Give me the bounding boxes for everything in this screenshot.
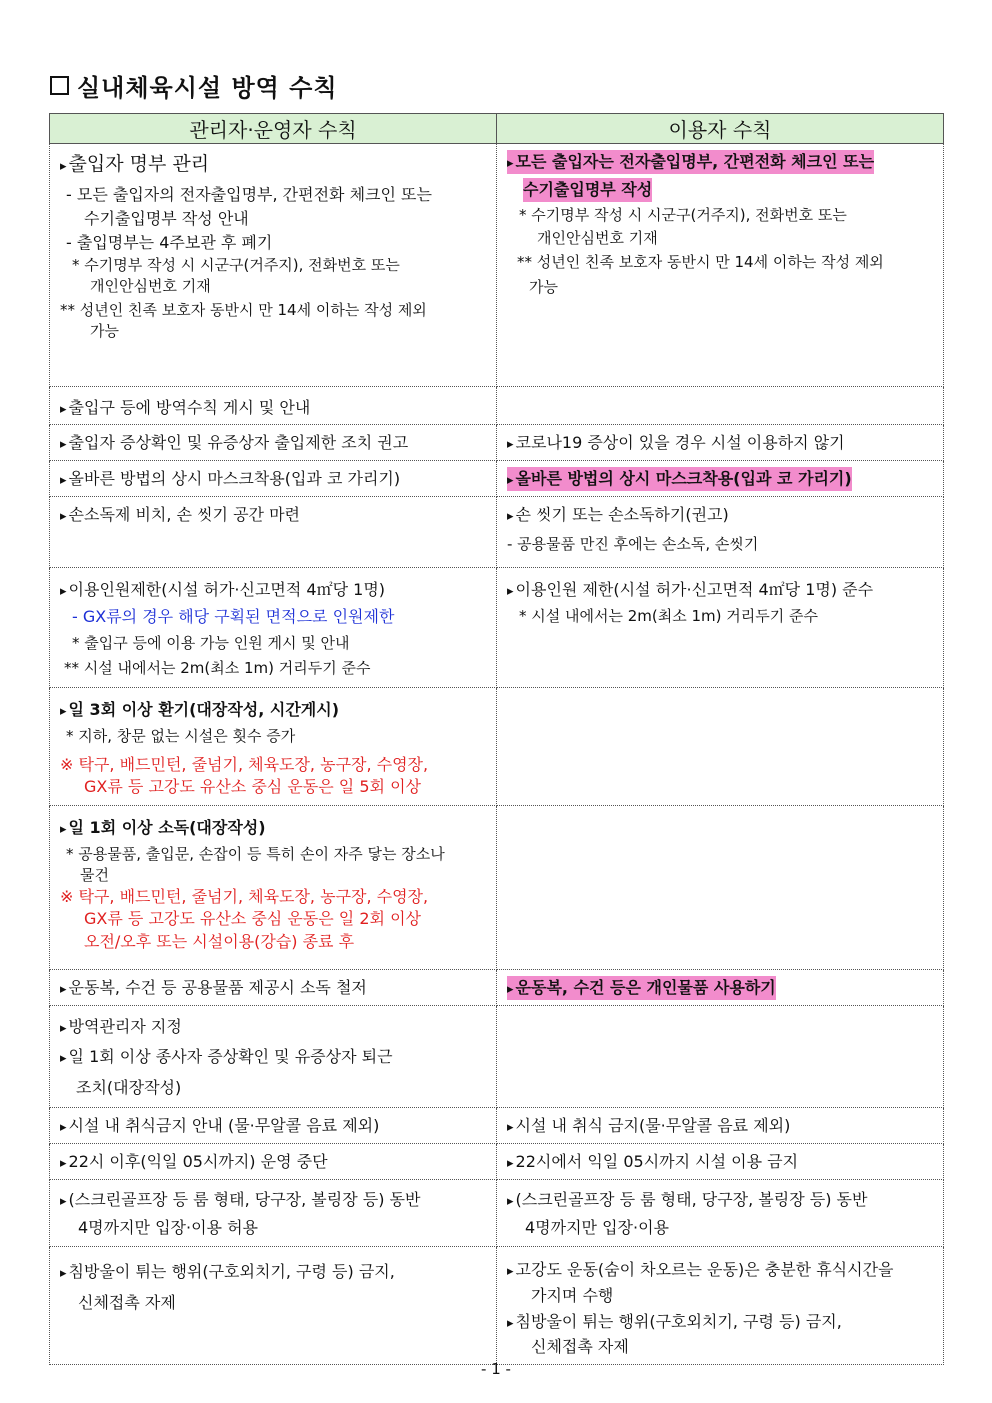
note-item: 개인안심번호 기재 (90, 277, 211, 296)
user-cell (497, 1247, 944, 1365)
manager-cell (50, 806, 497, 970)
highlighted-item: ▸ 모든 출입자는 전자출입명부, 간편전화 체크인 또는 (507, 150, 874, 174)
user-cell (497, 568, 944, 688)
note-item: 물건 (80, 866, 109, 884)
table-row (50, 1247, 944, 1365)
table-row (50, 461, 944, 497)
manager-cell (50, 461, 497, 497)
note-item: * 공용물품, 출입문, 손잡이 등 특히 손이 자주 닿는 장소나 (66, 845, 445, 863)
user-cell (497, 1108, 944, 1144)
table-row (50, 688, 944, 806)
bullet-item: ▸ 22시에서 익일 05시까지 시설 이용 금지 (507, 1150, 935, 1174)
bullet-item: ▸ 이용인원제한(시설 허가·신고면적 4㎡당 1명) (60, 578, 488, 602)
note-item: 가능 (529, 278, 558, 296)
list-item: - 공용물품 만진 후에는 손소독, 손씻기 (507, 535, 759, 553)
bullet-item: ▸ 이용인원 제한(시설 허가·신고면적 4㎡당 1명) 준수 (507, 578, 935, 602)
bullet-item: ▸ 일 1회 이상 종사자 증상확인 및 유증상자 퇴근 (60, 1042, 488, 1072)
bullet-item: ▸ 고강도 운동(숨이 차오르는 운동)은 충분한 휴식시간을 (507, 1257, 935, 1283)
table-row (50, 497, 944, 568)
table-row (50, 970, 944, 1006)
quarantine-rules-table (49, 113, 944, 1365)
note-item: * 수기명부 작성 시 시군구(거주지), 전화번호 또는 (72, 255, 400, 274)
manager-cell (50, 1108, 497, 1144)
manager-cell (50, 1180, 497, 1247)
warning-item: ※ 탁구, 배드민턴, 줄넘기, 체육도장, 농구장, 수영장, (60, 754, 429, 774)
header-user: 이용자 수칙 (497, 114, 944, 144)
list-item: - 모든 출입자의 전자출입명부, 간편전화 체크인 또는 (66, 184, 432, 204)
highlighted-item: ▸ 운동복, 수건 등은 개인물품 사용하기 (507, 976, 776, 1000)
table-row (50, 144, 944, 387)
header-manager: 관리자·운영자 수칙 (50, 114, 497, 144)
page-number: - 1 - (481, 1360, 511, 1378)
checkbox-square-icon (50, 76, 69, 95)
manager-cell (50, 497, 497, 568)
bullet-item: ▸ 출입자 명부 관리 (60, 150, 488, 179)
manager-cell (50, 1247, 497, 1365)
table-row (50, 1108, 944, 1144)
list-item: 수기출입명부 작성 안내 (84, 208, 249, 228)
bullet-item: ▸ 일 3회 이상 환기(대장작성, 시간게시) (60, 698, 488, 722)
bullet-item: ▸ 침방울이 튀는 행위(구호외치기, 구령 등) 금지, (507, 1309, 935, 1335)
manager-cell (50, 425, 497, 461)
bullet-item: ▸ (스크린골프장 등 룸 형태, 당구장, 볼링장 등) 동반 (507, 1186, 935, 1214)
warning-item: 오전/오후 또는 시설이용(강습) 종료 후 (84, 931, 355, 951)
user-cell (497, 1180, 944, 1247)
manager-cell (50, 970, 497, 1006)
manager-cell (50, 568, 497, 688)
list-item: 가지며 수행 (531, 1285, 614, 1305)
list-item: 신체접촉 자제 (78, 1292, 176, 1312)
table-row (50, 1144, 944, 1180)
note-item: ** 시설 내에서는 2m(최소 1m) 거리두기 준수 (64, 658, 371, 677)
page-title-text: 실내체육시설 방역 수칙 (77, 74, 338, 102)
list-item: - 출입명부는 4주보관 후 폐기 (66, 232, 273, 252)
manager-cell (50, 688, 497, 806)
list-item: - GX류의 경우 해당 구획된 면적으로 인원제한 (72, 607, 395, 626)
warning-item: GX류 등 고강도 유산소 중심 운동은 일 5회 이상 (84, 776, 421, 796)
highlighted-item: 수기출입명부 작성 (523, 178, 652, 202)
note-item: * 수기명부 작성 시 시군구(거주지), 전화번호 또는 (519, 206, 847, 224)
note-item: * 지하, 창문 없는 시설은 횟수 증가 (66, 727, 296, 745)
user-cell (497, 387, 944, 425)
bullet-item: ▸ 손 씻기 또는 손소독하기(권고) (507, 503, 935, 527)
bullet-item: ▸ 시설 내 취식 금지(물·무알콜 음료 제외) (507, 1114, 935, 1138)
table-row (50, 1180, 944, 1247)
manager-cell (50, 144, 497, 387)
page-title (50, 68, 338, 103)
table-row (50, 425, 944, 461)
bullet-item: ▸ 시설 내 취식금지 안내 (물·무알콜 음료 제외) (60, 1114, 488, 1138)
note-item: ** 성년인 친족 보호자 동반시 만 14세 이하는 작성 제외 (60, 301, 427, 319)
bullet-item: ▸ 출입구 등에 방역수칙 게시 및 안내 (60, 396, 488, 420)
user-cell (497, 461, 944, 497)
note-item: ** 성년인 친족 보호자 동반시 만 14세 이하는 작성 제외 (517, 253, 884, 271)
bullet-item: ▸ 코로나19 증상이 있을 경우 시설 이용하지 않기 (507, 431, 935, 455)
list-item: 4명까지만 입장·이용 (525, 1218, 669, 1238)
manager-cell (50, 1006, 497, 1108)
user-cell (497, 688, 944, 806)
list-item: 신체접촉 자제 (531, 1337, 629, 1357)
warning-item: ※ 탁구, 배드민턴, 줄넘기, 체육도장, 농구장, 수영장, (60, 887, 429, 906)
table-row (50, 568, 944, 688)
bullet-item: ▸ 침방울이 튀는 행위(구호외치기, 구령 등) 금지, (60, 1257, 488, 1287)
user-cell (497, 1144, 944, 1180)
list-item: 조치(대장작성) (76, 1077, 182, 1097)
manager-cell (50, 1144, 497, 1180)
highlighted-item: ▸ 올바른 방법의 상시 마스크착용(입과 코 가리기) (507, 467, 852, 491)
note-item: * 시설 내에서는 2m(최소 1m) 거리두기 준수 (519, 607, 818, 625)
warning-item: GX류 등 고강도 유산소 중심 운동은 일 2회 이상 (84, 909, 421, 929)
user-cell (497, 425, 944, 461)
note-item: 가능 (90, 322, 119, 340)
bullet-item: ▸ 올바른 방법의 상시 마스크착용(입과 코 가리기) (60, 467, 488, 491)
bullet-item: ▸ 방역관리자 지정 (60, 1012, 488, 1042)
user-cell (497, 806, 944, 970)
manager-cell (50, 387, 497, 425)
note-item: 개인안심번호 기재 (537, 228, 658, 247)
bullet-item: ▸ 일 1회 이상 소독(대장작성) (60, 816, 488, 840)
user-cell (497, 144, 944, 387)
bullet-item: ▸ 운동복, 수건 등 공용물품 제공시 소독 철저 (60, 976, 488, 1000)
bullet-item: ▸ (스크린골프장 등 룸 형태, 당구장, 볼링장 등) 동반 (60, 1186, 488, 1214)
user-cell (497, 970, 944, 1006)
bullet-item: ▸ 출입자 증상확인 및 유증상자 출입제한 조치 권고 (60, 431, 488, 455)
table-row (50, 387, 944, 425)
table-row (50, 1006, 944, 1108)
table-header-row (50, 114, 944, 144)
table-row (50, 806, 944, 970)
bullet-item: ▸ 22시 이후(익일 05시까지) 운영 중단 (60, 1150, 488, 1174)
list-item: 4명까지만 입장·이용 허용 (78, 1218, 258, 1238)
note-item: * 출입구 등에 이용 가능 인원 게시 및 안내 (72, 634, 350, 652)
user-cell (497, 1006, 944, 1108)
bullet-item: ▸ 손소독제 비치, 손 씻기 공간 마련 (60, 503, 488, 527)
user-cell (497, 497, 944, 568)
